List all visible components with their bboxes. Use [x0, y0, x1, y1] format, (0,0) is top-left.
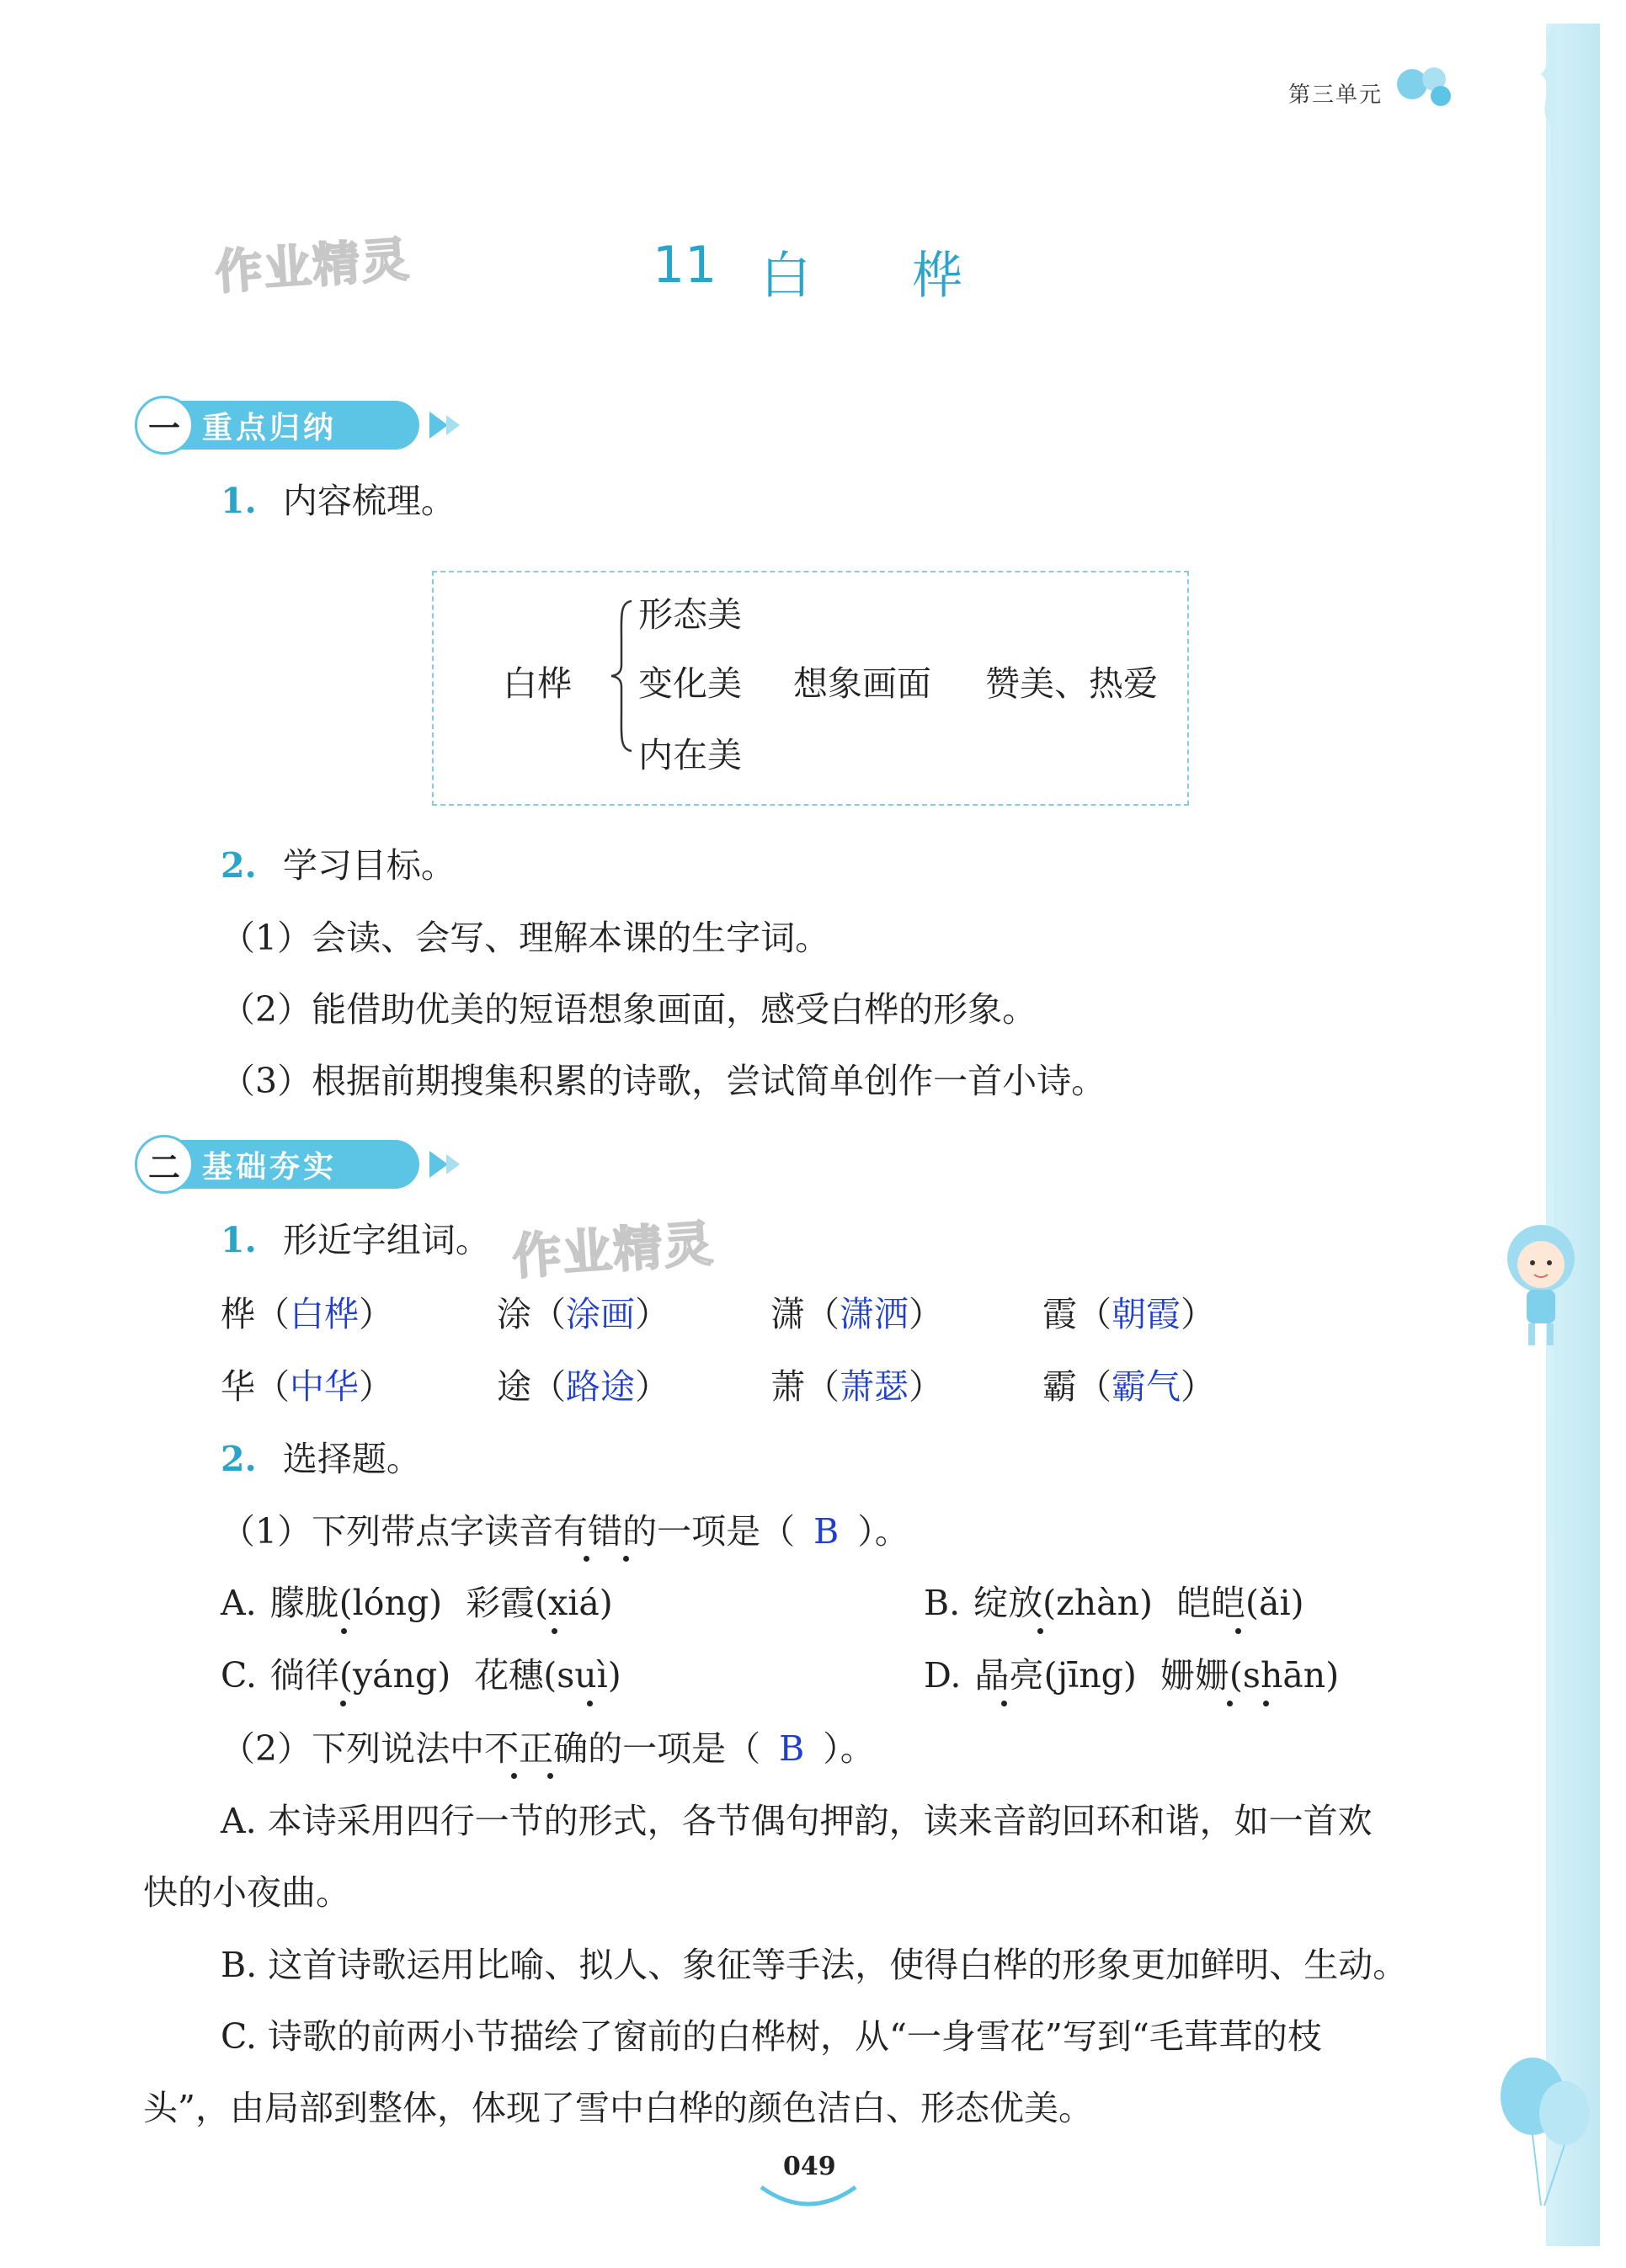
answer: 白桦: [290, 1294, 359, 1334]
section-header-basics: [141, 1140, 419, 1189]
brace-icon: [610, 599, 635, 753]
emphasis-dot: [547, 1773, 553, 1779]
lesson-number: 11: [653, 236, 717, 295]
exercise-2: [221, 1439, 421, 1479]
statement-line: 快的小夜曲。: [143, 1872, 350, 1913]
answer: B: [813, 1511, 840, 1552]
lesson-title-char-2: 桦: [912, 247, 962, 306]
wavy-edge-decoration: [1534, 24, 1558, 2246]
emphasis-dot: [587, 1701, 593, 1706]
question-number: 2.: [221, 1439, 257, 1479]
word-item: 萧（萧瑟）: [770, 1366, 943, 1407]
arrow-icon: [429, 1151, 448, 1178]
statement-line: 头”，由局部到整体，体现了雪中白桦的颜色洁白、形态优美。: [143, 2088, 1093, 2128]
section-number: 二: [135, 1135, 194, 1194]
question-text: 内容梳理。: [282, 481, 456, 521]
question-number: 1.: [221, 481, 257, 521]
answer: 涂画: [566, 1294, 635, 1334]
option-c: C. 徜徉(yáng) 花穗(suì): [221, 1655, 621, 1696]
statement-line: C. 诗歌的前两小节描绘了窗前的白桦树，从“一身雪花”写到“毛茸茸的枝: [221, 2016, 1322, 2057]
choice-question-2: （2）下列说法中不正确的一项是（ B ）。: [221, 1728, 875, 1769]
question-1: [221, 481, 456, 521]
answer: 潇洒: [840, 1294, 909, 1334]
statement-line: A. 本诗采用四行一节的形式，各节偶句押韵，读来音韵回环和谐，如一首欢: [221, 1801, 1373, 1841]
outline-branch: 形态美: [638, 594, 742, 635]
emphasis-dot: [341, 1628, 347, 1634]
lesson-title-char-1: 白: [760, 247, 811, 306]
emphasis-dot: [511, 1773, 517, 1779]
question-text: 选择题。: [282, 1439, 421, 1479]
balloon-decoration-icon: [1490, 2046, 1600, 2214]
question-number: 2.: [221, 845, 257, 886]
option-d: D. 晶亮(jīng) 姗姗(shān): [924, 1655, 1340, 1696]
word-item: 途（路途）: [497, 1366, 669, 1407]
unit-label: 第三单元: [1288, 83, 1383, 108]
question-text: 学习目标。: [282, 845, 456, 886]
learning-goal: （2）能借助优美的短语想象画面，感受白桦的形象。: [221, 989, 1037, 1030]
answer: 萧瑟: [840, 1366, 909, 1407]
watermark: 作业精灵: [213, 232, 413, 301]
outline-root: 白桦: [503, 663, 572, 704]
answer: 路途: [566, 1366, 635, 1407]
watermark: 作业精灵: [510, 1214, 717, 1286]
option-b: B. 绽放(zhàn) 皑皑(ǎi): [924, 1583, 1304, 1623]
choice-question-1: （1）下列带点字读音有错的一项是（ B ）。: [221, 1511, 909, 1552]
bubble-decoration-icon: [1394, 61, 1461, 111]
word-item: 霸（霸气）: [1042, 1366, 1215, 1407]
word-item: 涂（涂画）: [497, 1294, 669, 1334]
word-item: 桦（白桦）: [221, 1294, 393, 1334]
section-title: 基础夯实: [202, 1149, 338, 1185]
emphasis-dot: [1263, 1701, 1269, 1706]
cartoon-girl-icon: [1495, 1212, 1587, 1355]
outline-branch: 变化美: [638, 663, 742, 704]
answer: 中华: [290, 1366, 359, 1407]
emphasis-dot: [340, 1701, 346, 1706]
emphasis-dot: [1235, 1628, 1241, 1634]
word-item: 霞（朝霞）: [1042, 1294, 1215, 1334]
outline-end: 赞美、热爱: [985, 663, 1158, 704]
word-item: 华（中华）: [221, 1366, 393, 1407]
arrow-icon: [446, 415, 460, 435]
page-number: 049: [783, 2152, 836, 2181]
learning-goal: （3）根据前期搜集积累的诗歌，尝试简单创作一首小诗。: [221, 1061, 1106, 1101]
arrow-icon: [429, 412, 448, 439]
statement-line: B. 这首诗歌运用比喻、拟人、象征等手法，使得白桦的形象更加鲜明、生动。: [221, 1945, 1408, 1985]
section-title: 重点归纳: [202, 410, 338, 445]
section-number: 一: [135, 396, 194, 455]
emphasis-dot: [552, 1628, 557, 1634]
answer: 朝霞: [1112, 1294, 1181, 1334]
emphasis-dot: [1227, 1701, 1233, 1706]
answer: B: [779, 1728, 805, 1769]
option-a: A. 朦胧(lóng) 彩霞(xiá): [221, 1583, 613, 1623]
word-item: 潇（潇洒）: [770, 1294, 943, 1334]
page-number-curve-decoration: [758, 2182, 859, 2216]
question-number: 1.: [221, 1220, 257, 1260]
learning-goal: （1）会读、会写、理解本课的生字词。: [221, 918, 830, 958]
emphasis-dot: [584, 1556, 589, 1562]
emphasis-dot: [623, 1556, 629, 1562]
emphasis-dot: [1001, 1701, 1007, 1706]
answer: 霸气: [1112, 1366, 1181, 1407]
exercise-1: [221, 1220, 490, 1260]
arrow-icon: [446, 1154, 460, 1174]
outline-middle: 想象画面: [793, 663, 931, 704]
question-2: [221, 845, 456, 886]
outline-branch: 内在美: [638, 735, 742, 775]
emphasis-dot: [1037, 1628, 1043, 1634]
section-header-key-points: [141, 401, 419, 450]
question-text: 形近字组词。: [282, 1220, 490, 1260]
